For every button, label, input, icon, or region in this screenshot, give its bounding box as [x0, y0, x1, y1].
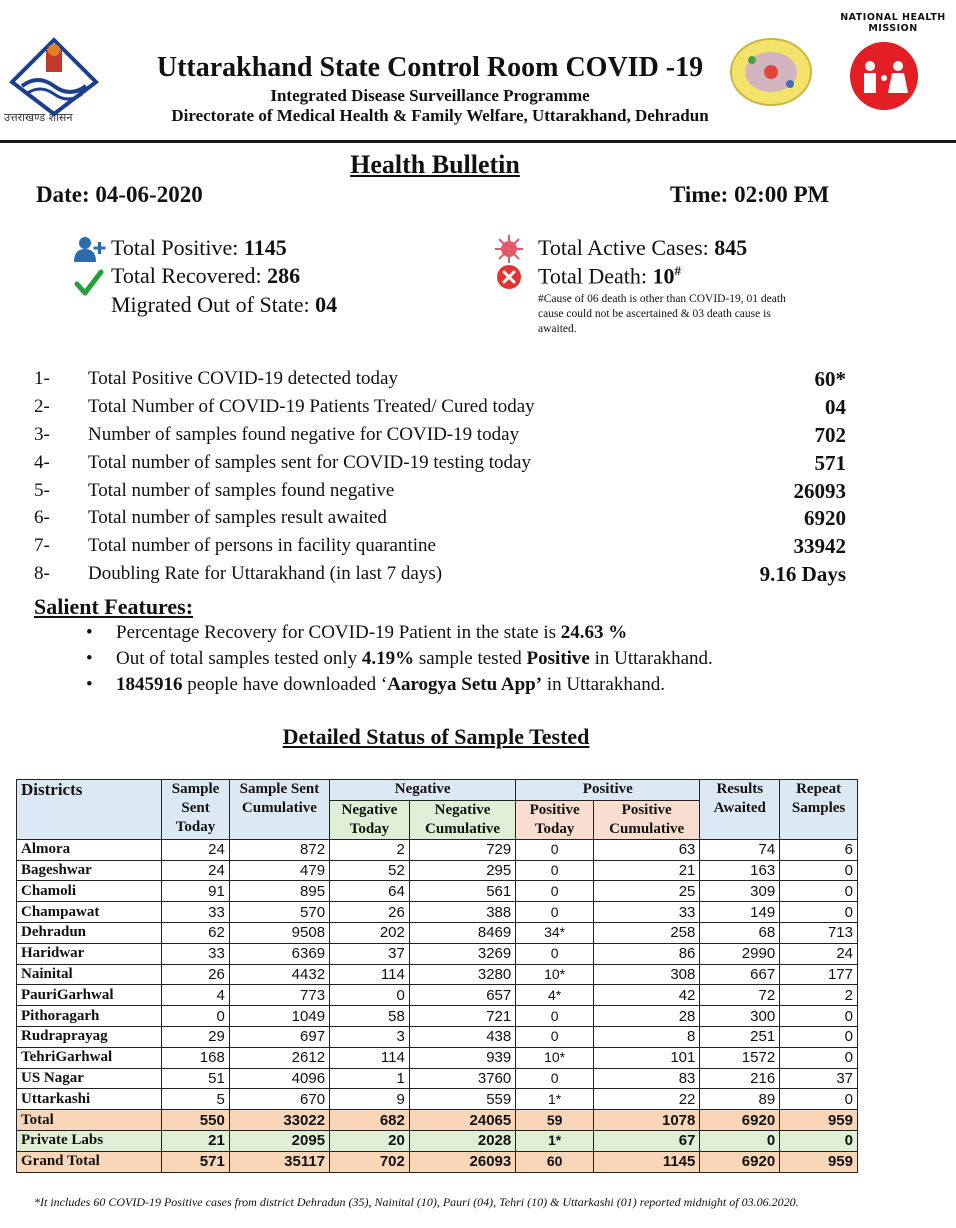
header-negative-today: Negative Today: [330, 800, 410, 839]
header-positive-today: Positive Today: [516, 800, 594, 839]
table-cell: 0: [780, 902, 858, 923]
table-cell: 8: [593, 1026, 699, 1047]
table-cell: 216: [700, 1068, 780, 1089]
table-cell: 60: [516, 1151, 594, 1172]
table-cell: 0: [516, 943, 594, 964]
table-cell: 258: [593, 922, 699, 943]
header-directorate: Directorate of Medical Health & Family Welfare, Uttarakhand, Dehradun: [171, 106, 709, 125]
table-row: [17, 943, 858, 964]
table-cell: 24065: [409, 1110, 515, 1131]
idsp-logo: [728, 36, 814, 108]
table-cell: 67: [593, 1130, 699, 1151]
table-cell: 1*: [516, 1089, 594, 1110]
table-cell: 2612: [229, 1047, 329, 1068]
table-row: [17, 902, 858, 923]
table-cell: 3280: [409, 964, 515, 985]
district-name: PauriGarhwal: [17, 985, 162, 1006]
table-cell: 309: [700, 881, 780, 902]
total-death: [538, 263, 681, 289]
header-title: Uttarakhand State Control Room COVID -19: [156, 52, 704, 83]
stat-number: 5-: [34, 480, 50, 501]
table-cell: 26: [330, 902, 410, 923]
table-cell: 10*: [516, 1047, 594, 1068]
total-positive: [111, 235, 287, 261]
district-name: Uttarkashi: [17, 1089, 162, 1110]
table-cell: 24: [780, 943, 858, 964]
table-cell: 0: [516, 1068, 594, 1089]
table-cell: 4432: [229, 964, 329, 985]
table-cell: 2: [780, 985, 858, 1006]
total-active: [538, 235, 747, 261]
district-name: Bageshwar: [17, 860, 162, 881]
migrated-label: Migrated Out of State:: [111, 292, 316, 317]
table-row: [17, 985, 858, 1006]
table-cell: 0: [516, 1026, 594, 1047]
salient-bold: Aarogya Setu App’: [387, 674, 543, 695]
table-cell: 251: [700, 1026, 780, 1047]
table-cell: 697: [229, 1026, 329, 1047]
table-cell: 959: [780, 1151, 858, 1172]
salient-text: in Uttarakhand.: [542, 674, 665, 695]
table-cell: 20: [330, 1130, 410, 1151]
table-cell: 42: [593, 985, 699, 1006]
salient-positivity: [116, 648, 713, 670]
salient-text: sample tested: [414, 648, 527, 669]
table-cell: 33: [162, 902, 230, 923]
stat-number: 8-: [34, 563, 50, 584]
total-positive-value: 1145: [243, 235, 287, 260]
header-districts: Districts: [17, 780, 162, 840]
district-name: US Nagar: [17, 1068, 162, 1089]
checkmark-icon: [74, 268, 104, 303]
table-cell: 0: [700, 1130, 780, 1151]
table-cell: 713: [780, 922, 858, 943]
table-cell: 729: [409, 839, 515, 860]
header-results-awaited: Results Awaited: [700, 780, 780, 840]
total-death-label: Total Death:: [538, 263, 653, 289]
stat-value: 9.16 Days: [759, 562, 846, 586]
grand-total-row: [17, 1151, 858, 1172]
table-cell: 24: [162, 839, 230, 860]
header-subtitle: Integrated Disease Surveillance Programme: [270, 86, 590, 105]
table-row: [17, 860, 858, 881]
table-cell: 33: [162, 943, 230, 964]
table-cell: 9: [330, 1089, 410, 1110]
header-divider: [0, 140, 956, 143]
table-cell: 438: [409, 1026, 515, 1047]
district-name: Total: [17, 1110, 162, 1131]
table-cell: 1049: [229, 1006, 329, 1027]
total-positive-label: Total Positive:: [111, 235, 244, 260]
table-cell: 939: [409, 1047, 515, 1068]
table-row: [17, 881, 858, 902]
table-cell: 0: [516, 902, 594, 923]
salient-text: in Uttarakhand.: [589, 648, 713, 669]
table-cell: 24: [162, 860, 230, 881]
table-cell: 721: [409, 1006, 515, 1027]
table-cell: 68: [700, 922, 780, 943]
table-cell: 559: [409, 1089, 515, 1110]
stat-number: 2-: [34, 396, 50, 417]
header-sent-today: Sample Sent Today: [162, 780, 230, 840]
death-mark: #: [674, 263, 682, 278]
table-cell: 0: [780, 1026, 858, 1047]
table-cell: 62: [162, 922, 230, 943]
district-name: Champawat: [17, 902, 162, 923]
table-cell: 8469: [409, 922, 515, 943]
bullet-dot: •: [86, 622, 93, 643]
sample-status-table: [16, 779, 858, 1173]
total-active-label: Total Active Cases:: [538, 235, 715, 260]
total-death-value: 10: [652, 263, 675, 289]
total-recovered: [111, 263, 300, 289]
table-cell: 149: [700, 902, 780, 923]
state-label: उत्तराखण्ड शासन: [4, 111, 73, 124]
total-active-value: 845: [714, 235, 748, 260]
table-title: Detailed Status of Sample Tested: [282, 724, 590, 749]
header-positive: Positive: [516, 780, 700, 801]
table-cell: 570: [229, 902, 329, 923]
stat-label: Doubling Rate for Uttarakhand (in last 7 days): [88, 563, 443, 584]
table-cell: 300: [700, 1006, 780, 1027]
table-cell: 3: [330, 1026, 410, 1047]
table-cell: 29: [162, 1026, 230, 1047]
table-cell: 670: [229, 1089, 329, 1110]
table-cell: 28: [593, 1006, 699, 1027]
nhm-logo: [824, 22, 944, 122]
table-cell: 2990: [700, 943, 780, 964]
table-cell: 58: [330, 1006, 410, 1027]
stat-number: 1-: [34, 368, 50, 389]
table-cell: 26: [162, 964, 230, 985]
table-cell: 37: [780, 1068, 858, 1089]
stat-label: Total number of persons in facility quarantine: [88, 535, 436, 556]
stat-label: Total number of samples found negative: [88, 480, 395, 501]
district-name: TehriGarhwal: [17, 1047, 162, 1068]
district-name: Dehradun: [17, 922, 162, 943]
salient-app: [116, 674, 665, 696]
stat-value: 33942: [793, 534, 846, 558]
table-cell: 64: [330, 881, 410, 902]
table-cell: 1078: [593, 1110, 699, 1131]
table-cell: 3269: [409, 943, 515, 964]
district-name: Chamoli: [17, 881, 162, 902]
add-person-icon: [74, 236, 106, 267]
table-cell: 0: [780, 1006, 858, 1027]
table-cell: 1*: [516, 1130, 594, 1151]
district-name: Rudraprayag: [17, 1026, 162, 1047]
district-name: Grand Total: [17, 1151, 162, 1172]
table-cell: 10*: [516, 964, 594, 985]
table-cell: 0: [516, 1006, 594, 1027]
table-cell: 388: [409, 902, 515, 923]
stat-label: Total number of samples sent for COVID-19 testing today: [88, 452, 531, 473]
salient-recovery: [116, 622, 627, 644]
table-cell: 6920: [700, 1110, 780, 1131]
table-cell: 4: [162, 985, 230, 1006]
table-cell: 37: [330, 943, 410, 964]
header-negative-cumulative: Negative Cumulative: [409, 800, 515, 839]
nhm-label: NATIONAL HEALTH MISSION: [840, 12, 946, 34]
district-name: Almora: [17, 839, 162, 860]
stat-value: 6920: [804, 506, 846, 530]
salient-bold: 4.19%: [361, 648, 415, 669]
table-cell: 177: [780, 964, 858, 985]
table-cell: 0: [780, 1047, 858, 1068]
stat-value: 26093: [793, 479, 846, 503]
table-cell: 1145: [593, 1151, 699, 1172]
table-cell: 571: [162, 1151, 230, 1172]
migrated-value: 04: [315, 292, 338, 317]
table-cell: 0: [780, 881, 858, 902]
header-negative: Negative: [330, 780, 516, 801]
table-cell: 163: [700, 860, 780, 881]
table-cell: 2: [330, 839, 410, 860]
table-cell: 6: [780, 839, 858, 860]
table-cell: 101: [593, 1047, 699, 1068]
stat-number: 6-: [34, 507, 50, 528]
salient-text: Percentage Recovery for COVID-19 Patient in the state is: [116, 622, 561, 643]
table-cell: 0: [516, 860, 594, 881]
table-body: [17, 839, 858, 1172]
footnote: *It includes 60 COVID-19 Positive cases from district Dehradun (35), Nainital (10), Pauri (04), Tehri (10) & Uttarkashi (01) reported midnight of 03.06.2020.: [34, 1195, 799, 1209]
table-cell: 308: [593, 964, 699, 985]
salient-bold: 1845916: [116, 674, 183, 695]
bullet-dot: •: [86, 674, 93, 695]
table-cell: 4096: [229, 1068, 329, 1089]
migrated-out: [111, 292, 337, 318]
district-name: Nainital: [17, 964, 162, 985]
stat-value: 571: [814, 451, 846, 475]
stat-value: 60*: [814, 367, 846, 391]
table-cell: 2028: [409, 1130, 515, 1151]
table-cell: 0: [162, 1006, 230, 1027]
table-cell: 51: [162, 1068, 230, 1089]
header-positive-cumulative: Positive Cumulative: [593, 800, 699, 839]
table-cell: 22: [593, 1089, 699, 1110]
table-cell: 4*: [516, 985, 594, 1006]
district-name: Haridwar: [17, 943, 162, 964]
table-cell: 872: [229, 839, 329, 860]
header-repeat-samples: Repeat Samples: [780, 780, 858, 840]
salient-bold: 24.63 %: [560, 622, 628, 643]
table-cell: 72: [700, 985, 780, 1006]
table-cell: 63: [593, 839, 699, 860]
table-cell: 702: [330, 1151, 410, 1172]
private-labs-row: [17, 1130, 858, 1151]
stat-number: 4-: [34, 452, 50, 473]
table-cell: 3760: [409, 1068, 515, 1089]
table-cell: 561: [409, 881, 515, 902]
bulletin-title: Health Bulletin: [350, 150, 520, 179]
table-cell: 33022: [229, 1110, 329, 1131]
table-cell: 0: [516, 881, 594, 902]
table-cell: 6369: [229, 943, 329, 964]
table-cell: 6920: [700, 1151, 780, 1172]
table-cell: 89: [700, 1089, 780, 1110]
salient-title: Salient Features:: [34, 594, 194, 619]
table-cell: 35117: [229, 1151, 329, 1172]
death-cross-icon: [496, 264, 522, 295]
table-cell: 657: [409, 985, 515, 1006]
table-cell: 5: [162, 1089, 230, 1110]
stat-number: 7-: [34, 535, 50, 556]
total-row: [17, 1110, 858, 1131]
table-cell: 2095: [229, 1130, 329, 1151]
district-name: Private Labs: [17, 1130, 162, 1151]
table-row: [17, 839, 858, 860]
table-row: [17, 922, 858, 943]
table-row: [17, 1068, 858, 1089]
stat-label: Number of samples found negative for COVID-19 today: [88, 424, 520, 445]
table-row: [17, 1006, 858, 1027]
salient-text: people have downloaded ‘: [182, 674, 388, 695]
table-row: [17, 1026, 858, 1047]
table-cell: 0: [780, 860, 858, 881]
district-name: Pithoragarh: [17, 1006, 162, 1027]
stat-label: Total number of samples result awaited: [88, 507, 387, 528]
table-cell: 295: [409, 860, 515, 881]
table-cell: 1: [330, 1068, 410, 1089]
table-cell: 74: [700, 839, 780, 860]
table-cell: 773: [229, 985, 329, 1006]
table-cell: 168: [162, 1047, 230, 1068]
table-cell: 0: [516, 839, 594, 860]
table-cell: 114: [330, 1047, 410, 1068]
header-sent-cumulative: Sample Sent Cumulative: [229, 780, 329, 840]
stat-value: 04: [825, 395, 846, 419]
salient-bold: Positive: [526, 648, 590, 669]
table-cell: 682: [330, 1110, 410, 1131]
table-cell: 26093: [409, 1151, 515, 1172]
table-cell: 0: [330, 985, 410, 1006]
table-cell: 114: [330, 964, 410, 985]
table-cell: 83: [593, 1068, 699, 1089]
table-cell: 21: [162, 1130, 230, 1151]
table-cell: 202: [330, 922, 410, 943]
table-cell: 667: [700, 964, 780, 985]
stat-value: 702: [814, 423, 846, 447]
table-cell: 52: [330, 860, 410, 881]
stat-label: Total Number of COVID-19 Patients Treated/ Cured today: [88, 396, 535, 417]
table-cell: 21: [593, 860, 699, 881]
table-cell: 59: [516, 1110, 594, 1131]
table-cell: 34*: [516, 922, 594, 943]
table-row: [17, 1047, 858, 1068]
table-cell: 550: [162, 1110, 230, 1131]
total-recovered-label: Total Recovered:: [111, 263, 268, 288]
table-cell: 86: [593, 943, 699, 964]
table-cell: 0: [780, 1089, 858, 1110]
table-cell: 1572: [700, 1047, 780, 1068]
stat-number: 3-: [34, 424, 50, 445]
bulletin-time: Time: 02:00 PM: [670, 182, 830, 207]
table-cell: 959: [780, 1110, 858, 1131]
salient-text: Out of total samples tested only: [116, 648, 362, 669]
death-note: #Cause of 06 death is other than COVID-19, 01 death cause could not be ascertained & 03 death cause is awaited.: [538, 293, 786, 335]
total-recovered-value: 286: [267, 263, 301, 288]
uttarakhand-emblem: [8, 36, 100, 116]
table-cell: 479: [229, 860, 329, 881]
bulletin-date: Date: 04-06-2020: [36, 182, 203, 207]
table-cell: 91: [162, 881, 230, 902]
table-row: [17, 964, 858, 985]
stat-label: Total Positive COVID-19 detected today: [88, 368, 398, 389]
table-cell: 25: [593, 881, 699, 902]
table-cell: 895: [229, 881, 329, 902]
table-row: [17, 1089, 858, 1110]
table-cell: 33: [593, 902, 699, 923]
bullet-dot: •: [86, 648, 93, 669]
table-cell: 9508: [229, 922, 329, 943]
table-cell: 0: [780, 1130, 858, 1151]
